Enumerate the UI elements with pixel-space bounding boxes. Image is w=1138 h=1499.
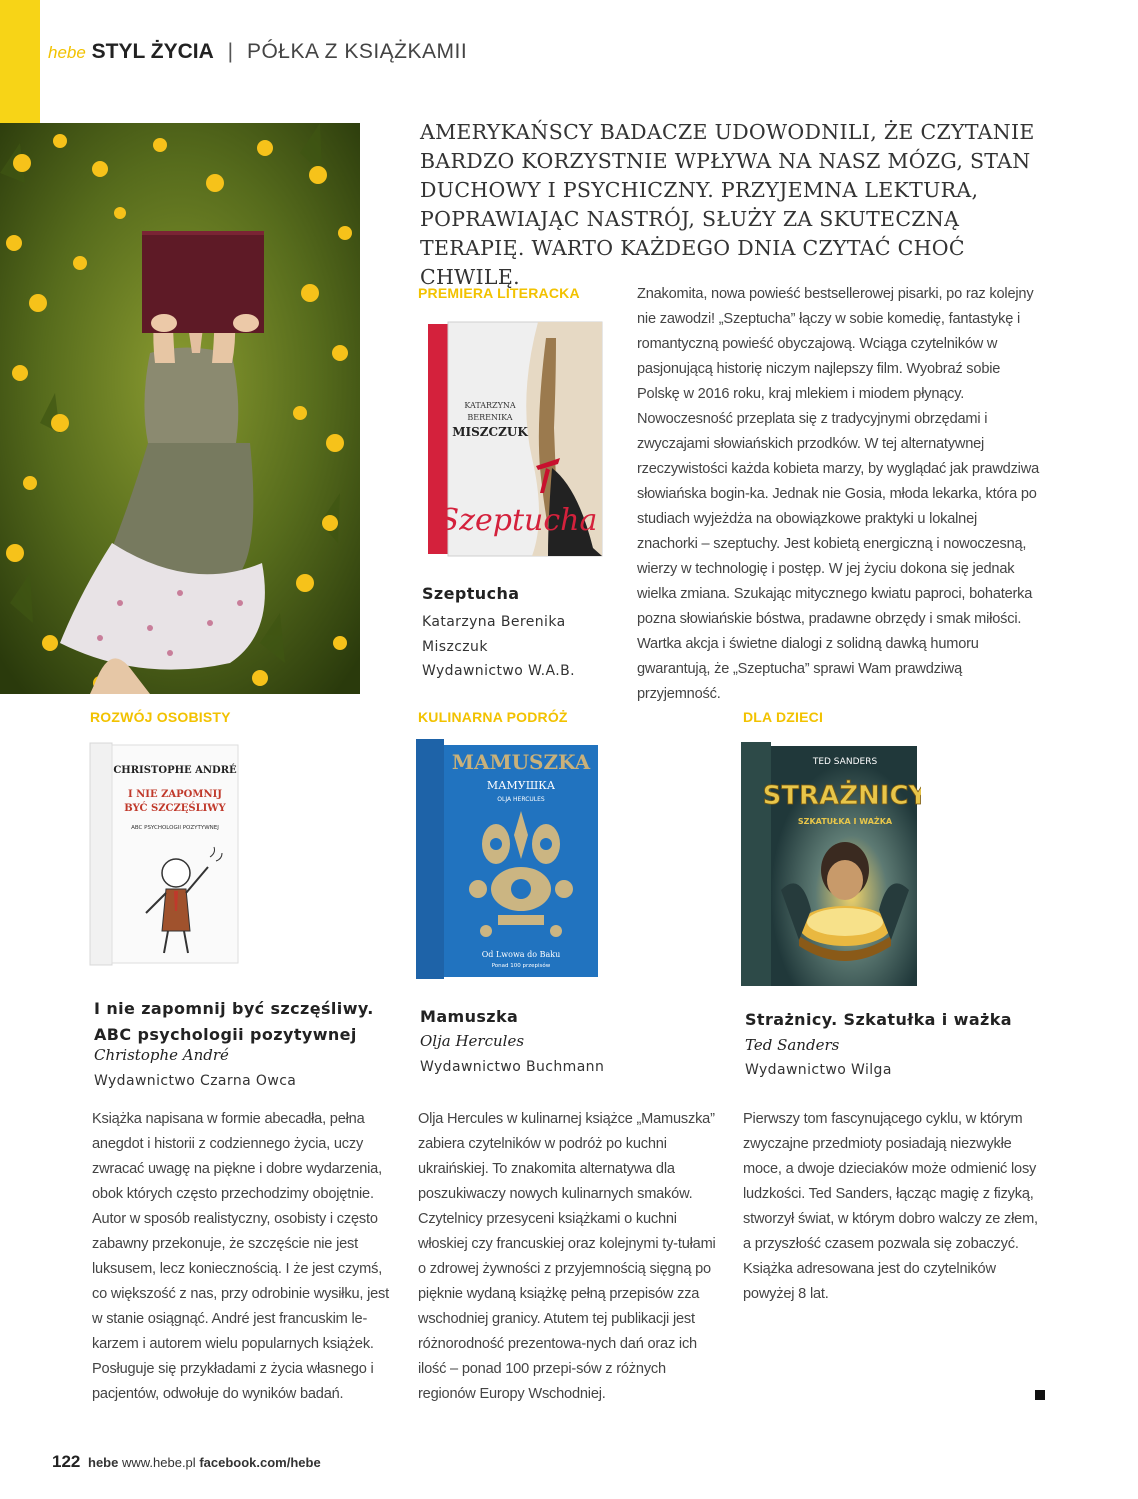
subsection-title: PÓŁKA Z KSIĄŻKAMII [246, 40, 468, 63]
footer-facebook[interactable]: facebook.com/hebe [199, 1455, 321, 1470]
book-description-mamuszka: Olja Hercules w kulinarnej książce „Mamuszka” zabiera czytelników w podróż po kuchni ukraińskiej. To znakomita alternatywa dla poszukiwaczy nowych kulinarnych smaków. Czytelnicy przesyceni książkami o kuchni włoskiej czy francuskiej oraz kolejnymi ty-tułami o zdrowej żywności z przyjemnością sięgną po pięknie wydaną książkę pełną przepisów zza wschodniej granicy. Atutem tej publikacji jest różnorodność prezentowa-nych dań oraz ich ilość – ponad 100 przepi-sów z różnych regionów Europy Wschodniej. [418, 1111, 716, 1402]
book-author-straznicy: Ted Sanders [745, 1036, 840, 1054]
book-author-mamuszka: Olja Hercules [420, 1032, 525, 1050]
page-footer [52, 1452, 321, 1472]
book-title-line-1: I nie zapomnij być szczęśliwy. [94, 999, 374, 1018]
cover-subtitle: МАМУШКА [486, 779, 556, 792]
book-author-szeptucha: Katarzyna Berenika Miszczuk [422, 614, 566, 655]
cover-subtitle: SZKATUŁKA I WAŻKA [797, 817, 893, 826]
intro-lead: AMERYKAŃSCY BADACZE UDOWODNILI, ŻE CZYTANIE BARDZO KORZYSTNIE WPŁYWA NA NASZ MÓZG, STAN DUCHOWY I PSYCHICZNY. PRZYJEMNA LEKTURA, POPRAWIAJĄC NASTRÓJ, SŁUŻY ZA SKUTECZNĄ TERAPIĘ. WARTO KAŻDEGO DNIA CZYTAĆ CHOĆ CHWILĘ. [420, 120, 1035, 289]
cover-art-straznicy [741, 740, 921, 990]
cover-author-2: BERENIKA [467, 413, 513, 422]
book-title-mamuszka: Mamuszka [420, 1007, 519, 1026]
category-label: DLA DZIECI [743, 709, 824, 725]
hero-photo [0, 123, 360, 694]
book-title-i-nie-zapomnij [94, 996, 374, 1048]
brand-logo: hebe [48, 43, 86, 62]
book-description-straznicy: Pierwszy tom fascynującego cyklu, w którym zwyczajne przedmioty posiadają niezwykłe moce, a dwoje dzieciaków może odmienić losy ludzkości. Ted Sanders, łącząc magię z fizyką, stworzył świat, w którym dobro walczy ze złem, a przyszłość czasem pozwala się zobaczyć. Książka adresowana jest do czytelników powyżej 8 lat. [743, 1111, 1038, 1302]
cover-author: OLJA HERCULES [497, 796, 545, 803]
footer-website[interactable]: www.hebe.pl [121, 1455, 196, 1470]
category-label: PREMIERA LITERACKA [418, 285, 580, 301]
header-accent-bar [0, 0, 40, 123]
cover-title-1: I NIE ZAPOMNIJ [128, 789, 222, 800]
cover-author-3: MISZCZUK [452, 425, 528, 439]
book-cover-i-nie-zapomnij [86, 741, 246, 969]
footer-brand: hebe [88, 1455, 119, 1470]
article-end-mark [1035, 1390, 1045, 1400]
cover-title: Szeptucha [438, 503, 598, 538]
category-label: ROZWÓJ OSOBISTY [90, 709, 231, 725]
cover-title: STRAŻNICY [762, 781, 921, 811]
cover-title: MAMUSZKA [451, 750, 591, 774]
cover-art-szeptucha [428, 318, 608, 558]
book-publisher-i-nie-zapomnij: Wydawnictwo Czarna Owca [94, 1073, 297, 1089]
hero-illustration [0, 123, 360, 694]
book-title-szeptucha: Szeptucha [422, 584, 520, 603]
page-number: 122 [52, 1452, 81, 1471]
book-publisher-straznicy: Wydawnictwo Wilga [745, 1062, 892, 1078]
cover-bottom-2: Ponad 100 przepisów [491, 963, 551, 969]
book-publisher-szeptucha: Wydawnictwo W.A.B. [422, 663, 575, 679]
cover-author: CHRISTOPHE ANDRÉ [113, 765, 237, 776]
section-title: STYL ŻYCIA [91, 40, 214, 63]
cover-bottom-1: Od Lwowa do Baku [481, 950, 561, 959]
book-title-straznicy: Strażnicy. Szkatułka i ważka [745, 1010, 1012, 1029]
cover-art-mamuszka [416, 739, 600, 979]
cover-author: TED SANDERS [812, 757, 878, 767]
cover-subtitle: ABC PSYCHOLOGII POZYTYWNEJ [131, 825, 219, 831]
cover-title-2: BYĆ SZCZĘŚLIWY [124, 803, 226, 814]
book-author-i-nie-zapomnij: Christophe André [94, 1046, 229, 1064]
cover-art-i-nie-zapomnij [86, 741, 246, 969]
book-title-line-2: ABC psychologii pozytywnej [94, 1025, 357, 1044]
book-cover-szeptucha [428, 318, 608, 558]
book-publisher-mamuszka: Wydawnictwo Buchmann [420, 1059, 605, 1075]
book-cover-straznicy [741, 740, 921, 990]
page-header [48, 40, 467, 64]
book-description-i-nie-zapomnij: Książka napisana w formie abecadła, pełna anegdot i historii z codziennego życia, uczy zwracać uwagę na piękne i dobre wydarzenia, obok których często przechodzimy obojętnie. Autor w sposób realistyczny, osobisty i często zabawny przekonuje, że szczęście nie jest luksusem, lecz koniecznością. I że jest czymś, co większość z nas, przy odrobinie wysiłku, jest w stanie osiągnąć. André jest francuskim le-karzem i autorem wielu popularnych książek. Posługuje się przykładami z życia własnego i pacjentów, odwołuje do wyników badań. [92, 1111, 389, 1402]
cover-author-1: KATARZYNA [464, 401, 516, 410]
category-label: KULINARNA PODRÓŻ [418, 709, 568, 725]
book-description-szeptucha: Znakomita, nowa powieść bestsellerowej pisarki, po raz kolejny nie zawodzi! „Szeptucha” łączy w sobie komedię, fantastykę i romantyczną powieść obyczajową. Wciąga czytelników w pasjonującą historię niczym najlepszy film. Wyobraź sobie Polskę w 2016 roku, kraj mlekiem i miodem płynący. Nowoczesność przeplata się z tradycyjnymi obrzędami i zwyczajami słowiańskich przodków. W tej alternatywnej rzeczywistości każda kobieta marzy, by wyglądać jak prawdziwa słowiańska bogin-ka. Jednak nie Gosia, młoda lekarka, która po studiach wyjeżdża na obowiązkowe praktyki u lokalnej znachorki – szeptuchy. Jest kobietą energiczną i nowoczesną, wierzy w technologię i postęp. W jej życiu dokona się jednak wielka zmiana. Szukając mitycznego kwiatu paproci, bohaterka pozna słowiańskie bóstwa, pradawne obrzędy i smak miłości. Wartka akcja i świetne dialogi z solidną dawką humoru gwarantują, że „Szeptucha” sprawi Wam prawdziwą przyjemność. [637, 286, 1039, 702]
header-separator: | [227, 40, 234, 63]
book-cover-mamuszka [416, 739, 600, 979]
